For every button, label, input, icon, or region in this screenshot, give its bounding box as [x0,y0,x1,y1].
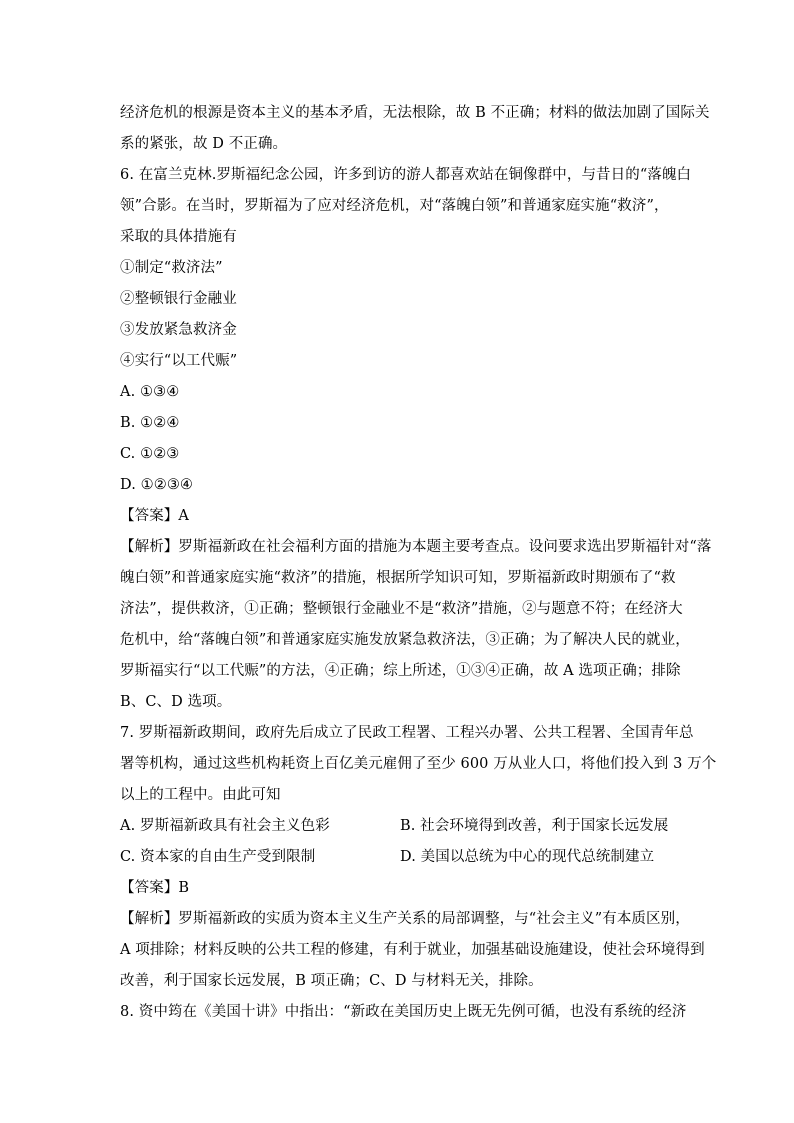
option-c: C. ①②③ [120,446,180,462]
numbered-item: ②整顿银行金融业 [120,291,237,307]
analysis-line: 【解析】罗斯福新政在社会福利方面的措施为本题主要考查点。设问要求选出罗斯福针对“落 [120,539,712,555]
question-stem-line: 采取的具体措施有 [120,229,237,245]
question-8 [120,997,687,1028]
analysis-line: A 项排除；材料反映的公共工程的修建，有利于就业，加强基础设施建设，使社会环境得到 [120,942,705,958]
analysis-line: 魄白领”和普通家庭实施“救济”的措施，根据所学知识可知，罗斯福新政时期颁布了“救 [120,570,676,586]
analysis-line: 济法”，提供救济，①正确；整顿银行金融业不是“救济”措施，②与题意不符；在经济大 [120,601,683,617]
question-6 [120,160,712,718]
analysis-line: 改善，利于国家长远发展，B 项正确；C、D 与材料无关，排除。 [120,973,543,989]
intro-paragraph [120,98,710,160]
question-7 [120,718,717,997]
numbered-item: ③发放紧急救济金 [120,322,237,338]
option-a: A. 罗斯福新政具有社会主义色彩 [120,818,330,834]
option-d: D. ①②③④ [120,477,194,493]
option-b: B. ①②④ [120,415,180,431]
option-c: C. 资本家的自由生产受到限制 [120,849,316,865]
question-stem-line: 领”合影。在当时，罗斯福为了应对经济危机，对“落魄白领”和普通家庭实施“救济”， [120,198,669,214]
numbered-item: ①制定“救济法” [120,260,223,276]
option-b: B. 社会环境得到改善，利于国家长远发展 [400,818,669,834]
answer-label: 【答案】A [120,508,189,524]
analysis-line: 【解析】罗斯福新政的实质为资本主义生产关系的局部调整，与“社会主义”有本质区别， [120,911,690,927]
question-stem-line: 署等机构，通过这些机构耗资上百亿美元雇佣了至少 600 万从业人口，将他们投入到 3 万个 [120,756,717,772]
option-a: A. ①③④ [120,384,180,400]
question-stem-line: 8. 资中筠在《美国十讲》中指出：“新政在美国历史上既无先例可循，也没有系统的经济 [120,1004,687,1020]
question-stem-line: 以上的工程中。由此可知 [120,787,281,803]
answer-label: 【答案】B [120,880,190,896]
option-d: D. 美国以总统为中心的现代总统制建立 [400,849,655,865]
options-row [120,842,674,873]
numbered-item: ④实行“以工代赈” [120,353,238,369]
text-line: 系的紧张，故 D 不正确。 [120,136,288,152]
analysis-line: B、C、D 选项。 [120,694,232,710]
question-stem-line: 7. 罗斯福新政期间，政府先后成立了民政工程署、工程兴办署、公共工程署、全国青年总 [120,725,694,741]
text-line: 经济危机的根源是资本主义的基本矛盾，无法根除，故 B 不正确；材料的做法加剧了国际关 [120,105,710,121]
analysis-line: 罗斯福实行“以工代赈”的方法，④正确；综上所述，①③④正确，故 A 选项正确；排除 [120,663,681,679]
analysis-line: 危机中，给“落魄白领”和普通家庭实施发放紧急救济法，③正确；为了解决人民的就业， [120,632,690,648]
question-stem-line: 6. 在富兰克林.罗斯福纪念公园，许多到访的游人都喜欢站在铜像群中，与昔日的“落魄白 [120,167,692,183]
options-row [120,811,674,842]
